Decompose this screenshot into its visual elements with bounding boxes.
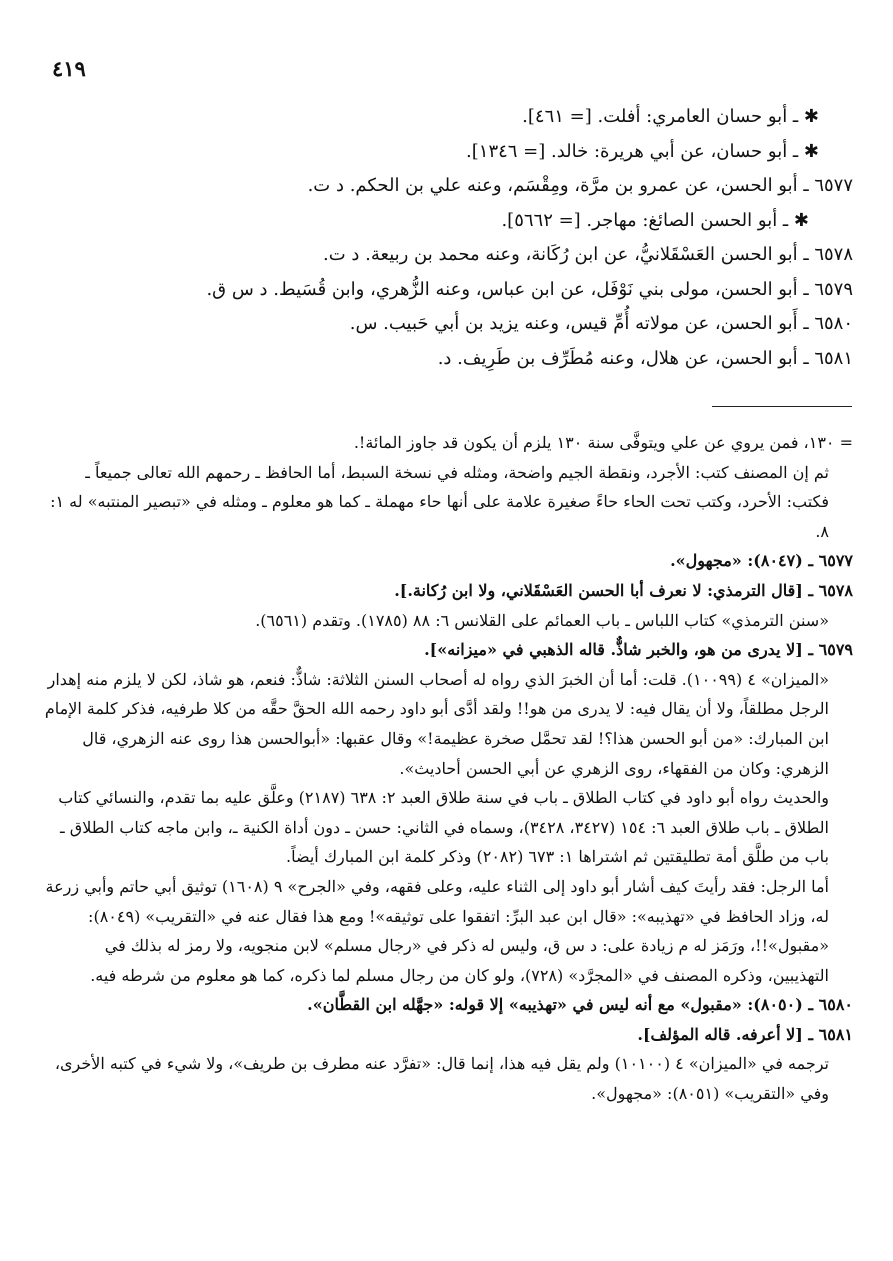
footnote-paragraph: والحديث رواه أبو داود في كتاب الطلاق ـ باب في سنة طلاق العبد ٢: ٦٣٨ (٢١٨٧) وعلَّق عليه بما تقدم، والنسائي كتاب الطلاق ـ باب طلاق العبد ٦: ١٥٤ (٣٤٢٧، ٣٤٢٨)، وسماه في الثاني: حسن ـ دون أداة الكنية ـ، وابن ماجه كتاب الطلاق ـ باب من طلَّق أمة تطليقتين ثم اشتراها ١: ٦٧٣ (٢٠٨٢) وذكر كلمة ابن المبارك أيضاً. — [58, 788, 829, 867]
footnote-paragraph: ٦٥٧٩ ـ [لا يدرى من هو، والخبر شاذٌّ. قاله الذهبي في «ميزانه»]. — [424, 640, 853, 660]
footnote-paragraph: = ١٣٠، فمن يروي عن علي ويتوفَّى سنة ١٣٠ يلزم أن يكون قد جاوز المائة!. — [353, 433, 853, 452]
footnote-paragraph: ٦٥٧٧ ـ (٨٠٤٧): «مجهول». — [670, 551, 853, 571]
entry-line: ✱ ـ أبو حسان العامري: أفلت. [= ٤٦١]. — [522, 106, 819, 127]
footnote-paragraph: ٦٥٨٠ ـ (٨٠٥٠): «مقبول» مع أنه ليس في «تهذيبه» إلا قوله: «جهَّله ابن القطَّان». — [307, 995, 853, 1015]
page-number: ٤١٩ — [52, 56, 86, 81]
entry-line: ٦٥٧٩ ـ أبو الحسن، مولى بني نَوْفَل، عن ابن عباس، وعنه الزُّهري، وابن قُسَيط. د س ق. — [206, 278, 853, 300]
footnote-paragraph: ٦٥٨١ ـ [لا أعرفه. قاله المؤلف]. — [637, 1024, 853, 1044]
footnote-paragraph: ٦٥٧٨ ـ [قال الترمذي: لا نعرف أبا الحسن العَسْقَلاني، ولا ابن رُكانة.]. — [394, 580, 853, 600]
footnote-paragraph: ثم إن المصنف كتب: الأجرد، ونقطة الجيم واضحة، ومثله في نسخة السبط، أما الحافظ ـ رحمهم الله تعالى جميعاً ـ فكتب: الأحرد، وكتب تحت الحاء حاءً صغيرة علامة على أنها حاء مهملة ـ كما هو معلوم ـ ومثله في «تبصير المنتبه» له ١: ٨. — [50, 462, 829, 541]
footnote-paragraph: ترجمه في «الميزان» ٤ (١٠١٠٠) ولم يقل فيه هذا، إنما قال: «تفرَّد عنه مطرف بن طريف»، ولا شيء في كتبه الأخرى، وفي «التقريب» (٨٠٥١): «مجهول». — [54, 1054, 829, 1104]
entry-line: ٦٥٧٧ ـ أبو الحسن، عن عمرو بن مرَّة، ومِقْسَم، وعنه علي بن الحكم. د ت. — [307, 175, 853, 196]
entries-section — [53, 100, 853, 376]
entry-line: ✱ ـ أبو حسان، عن أبي هريرة: خالد. [= ١٣٤٦]. — [466, 140, 819, 162]
footnote-separator — [712, 406, 852, 407]
footnote-paragraph: أما الرجل: فقد رأيتَ كيف أشار أبو داود إلى الثناء عليه، وعلى فقهه، وفي «الجرح» ٩ (١٦٠٨) توثيق أبي حاتم وأبي زرعة له، وزاد الحافظ في «تهذيبه»: «قال ابن عبد البرِّ: اتفقوا على توثيقه»! ومع هذا فقال عنه في «التقريب» (٨٠٤٩): «مقبول»!!، ورَمَز له م زيادة على: د س ق، وليس له ذكر في «رجال مسلم» لابن منجويه، ولا رمز له بذلك في التهذيبين، وذكره المصنف في «المجرَّد» (٧٢٨)، ولو كان من رجال مسلم لما ذكره، كما هو معلوم من شرطه فيه. — [45, 876, 829, 985]
entry-line: ٦٥٨٠ ـ أَبو الحسن، عن مولاته أُمِّ قيس، وعنه يزيد بن أبي حَبيب. س. — [349, 313, 853, 334]
entry-line: ٦٥٨١ ـ أبو الحسن، عن هلال، وعنه مُطَرِّف بن طَرِيف. د. — [437, 347, 853, 369]
footnotes-section — [40, 428, 853, 1109]
entry-line: ✱ ـ أبو الحسن الصائغ: مهاجر. [= ٥٦٦٢]. — [501, 209, 809, 231]
footnote-paragraph: «سنن الترمذي» كتاب اللباس ـ باب العمائم على القلانس ٦: ٨٨ (١٧٨٥). وتقدم (٦٥٦١). — [255, 610, 829, 630]
entry-line: ٦٥٧٨ ـ أبو الحسن العَسْقَلانيُّ، عن ابن رُكَانة، وعنه محمد بن ربيعة. د ت. — [323, 244, 853, 265]
footnote-paragraph: «الميزان» ٤ (١٠٠٩٩). قلت: أما أن الخبرَ الذي رواه له أصحاب السنن الثلاثة: شاذٌّ: فنعم، هو شاذ، لكن لا يلزم منه إهدار الرجل مطلقاً، ولا أن يقال فيه: لا يدرى من هو!! ولقد أدَّى أبو داود رحمه الله الحقَّ حقَّه من كلا طرفيه، فذكر كلمة الإمام ابن المبارك: «من أبو الحسن هذا؟! لقد تحمَّل صخرة عظيمة!» وقال عقبها: «أبوالحسن هذا روى عنه الزهري، قال الزهري: وكان من الفقهاء، روى الزهري عن أبي الحسن أحاديث». — [44, 669, 829, 778]
